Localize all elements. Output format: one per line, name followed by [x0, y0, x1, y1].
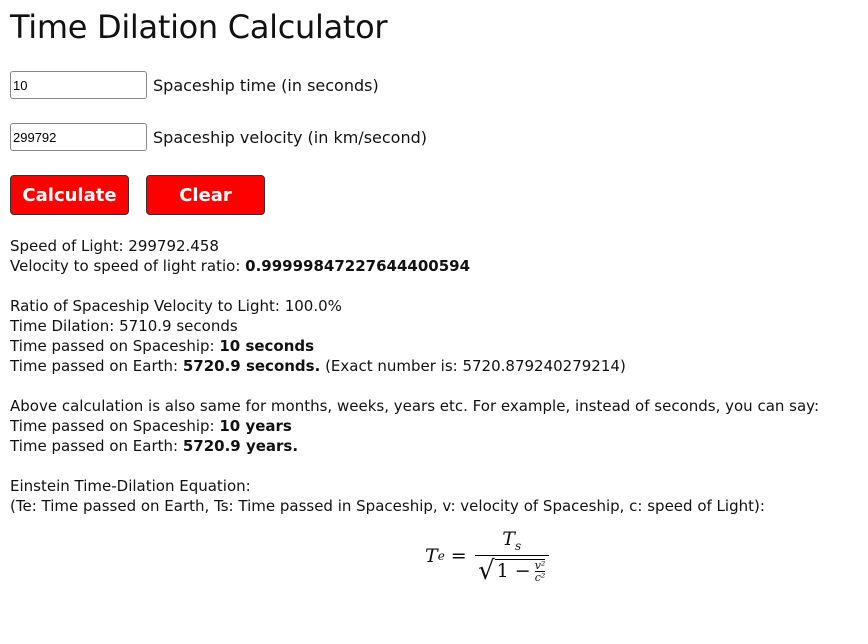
time-row: [10, 71, 379, 99]
eq-sign: =: [450, 544, 467, 567]
label: Time passed on Spaceship:: [10, 337, 220, 355]
spaceship-velocity-label: Spaceship velocity (in km/second): [153, 127, 427, 147]
results: [10, 236, 819, 516]
label: Time passed on Earth:: [10, 357, 183, 375]
note: Above calculation is also same for months, weeks, years etc. For example, instead of seconds, you can say:: [10, 397, 820, 415]
velocity-row: [10, 123, 427, 151]
time-dilation: 5710.9 seconds: [119, 317, 238, 335]
sqrt-icon: √: [478, 555, 495, 586]
eq-c: c²: [534, 570, 546, 584]
eq-one-minus: 1 −: [496, 560, 531, 583]
label: Time passed on Spaceship:: [10, 417, 220, 435]
eq-v: v²: [534, 558, 546, 572]
eq-numerator: [475, 528, 549, 556]
label: Time Dilation:: [10, 317, 120, 335]
spaceship-time-input[interactable]: [10, 71, 147, 99]
spaceship-velocity-input[interactable]: [10, 123, 147, 151]
velocity-percent: 100.0%: [284, 297, 342, 315]
spaceship-time-label: Spaceship time (in seconds): [153, 75, 379, 95]
eq-denominator: [478, 555, 546, 586]
eq-fraction: [475, 528, 549, 584]
einstein-equation: [425, 528, 549, 584]
eq-num-sub: s: [514, 538, 522, 553]
ship-time: 10 seconds: [219, 337, 315, 355]
ship-years: 10 years: [219, 417, 292, 435]
eq-lhs: T: [425, 544, 438, 567]
page-title: Time Dilation Calculator: [10, 8, 388, 46]
earth-years: 5720.9 years.: [182, 437, 299, 455]
label: Speed of Light:: [10, 237, 129, 255]
equation-legend: (Te: Time passed on Earth, Ts: Time passed in Spaceship, v: velocity of Spaceship, c: speed of Light):: [10, 497, 765, 515]
exact-earth-time: (Exact number is: 5720.879240279214): [320, 357, 626, 375]
clear-button[interactable]: Clear: [146, 175, 265, 215]
v-over-c: [535, 560, 546, 583]
equation-title: Einstein Time-Dilation Equation:: [10, 477, 251, 495]
eq-lhs-sub: e: [437, 548, 445, 563]
velocity-ratio: 0.99999847227644400594: [245, 257, 471, 275]
label: Time passed on Earth:: [10, 437, 183, 455]
earth-time: 5720.9 seconds.: [182, 357, 321, 375]
eq-num-t: T: [502, 528, 515, 550]
label: Velocity to speed of light ratio:: [10, 257, 246, 275]
radicand: [495, 559, 546, 583]
calculate-button[interactable]: Calculate: [10, 175, 129, 215]
label: Ratio of Spaceship Velocity to Light:: [10, 297, 285, 315]
speed-of-light: 299792.458: [128, 237, 219, 255]
